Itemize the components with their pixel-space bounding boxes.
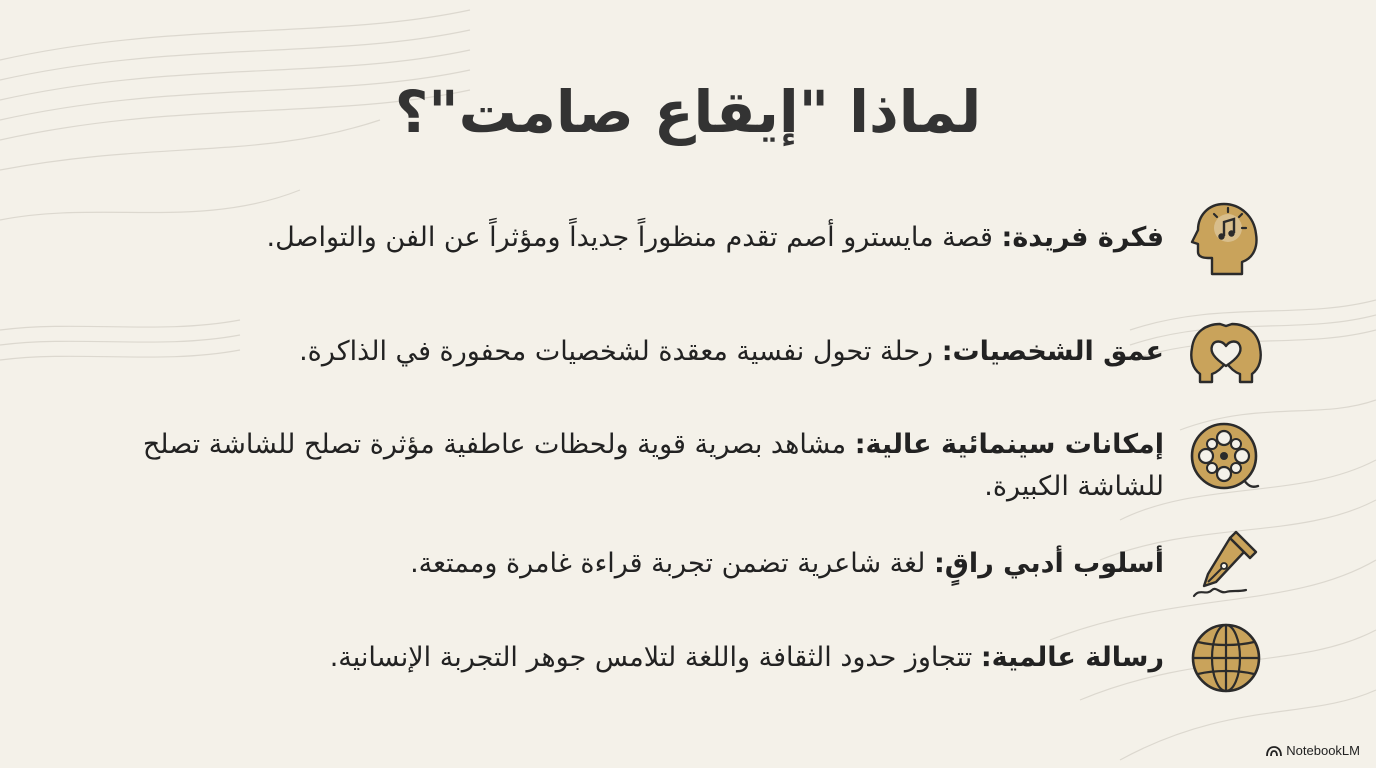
feature-description: قصة مايسترو أصم تقدم منظوراً جديداً ومؤثراً عن الفن والتواصل. (266, 222, 1002, 253)
feature-label: أسلوب أدبي راقٍ: (934, 548, 1164, 579)
two-heads-heart-icon (1186, 312, 1266, 392)
feature-row-universal-message (116, 618, 1266, 698)
head-music-note-icon (1186, 198, 1266, 278)
brand-name: NotebookLM (1286, 743, 1360, 758)
feature-row-unique-idea (116, 198, 1266, 278)
globe-icon (1186, 618, 1266, 698)
fountain-pen-icon (1186, 524, 1266, 604)
feature-label: عمق الشخصيات: (941, 336, 1164, 367)
feature-row-character-depth (116, 312, 1266, 392)
feature-description: تتجاوز حدود الثقافة واللغة لتلامس جوهر التجربة الإنسانية. (329, 642, 981, 673)
feature-row-literary-style (116, 524, 1266, 604)
feature-row-cinematic-potential (116, 418, 1266, 508)
film-reel-icon (1186, 418, 1266, 498)
feature-description: لغة شاعرية تضمن تجربة قراءة غامرة وممتعة. (410, 548, 934, 579)
feature-description: مشاهد بصرية قوية ولحظات عاطفية مؤثرة تصلح للشاشة تصلح للشاشة الكبيرة. (142, 429, 1164, 502)
feature-description: رحلة تحول نفسية معقدة لشخصيات محفورة في الذاكرة. (299, 336, 942, 367)
notebooklm-logo-icon (1266, 745, 1282, 757)
notebooklm-watermark (1266, 743, 1360, 758)
page-title: لماذا "إيقاع صامت"؟ (394, 78, 982, 146)
feature-label: إمكانات سينمائية عالية: (854, 429, 1164, 460)
feature-label: فكرة فريدة: (1001, 222, 1164, 253)
feature-label: رسالة عالمية: (980, 642, 1164, 673)
